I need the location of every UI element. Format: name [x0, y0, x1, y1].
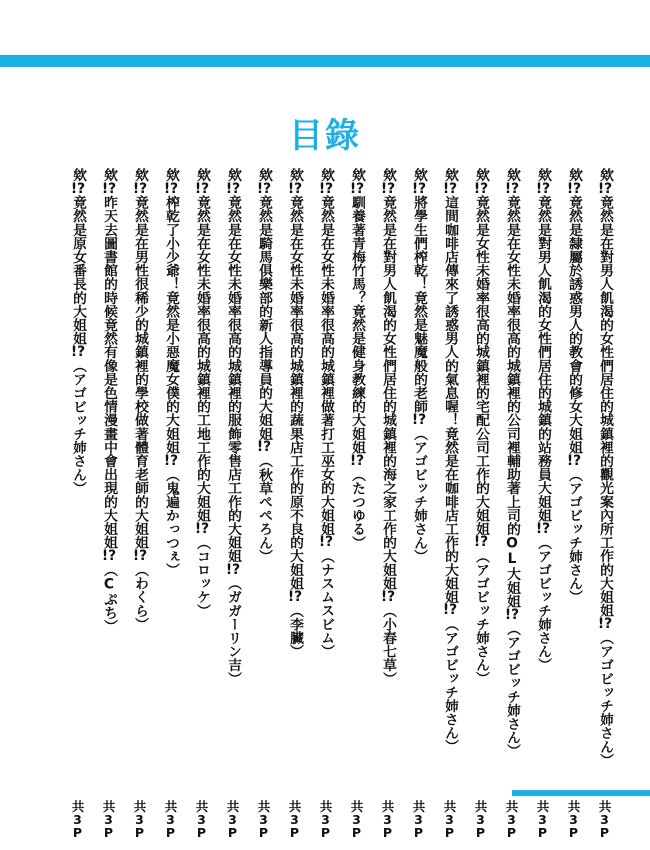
entry-title: 竟然是在女性未婚率很高的城鎮裡的公司裡輔助著上司的OL大姐姐 [504, 195, 520, 608]
page-count-unit: P [225, 825, 240, 840]
entry-title: 馴養著青梅竹馬？竟然是健身教練的大姐姐 [349, 195, 365, 454]
page-count-unit: P [132, 825, 147, 840]
entry-author: （アゴビッチ姉さん） [566, 467, 582, 604]
page-count-number: 3 [290, 812, 299, 825]
entry-title: 竟然是原女番長的大姐姐 [70, 195, 86, 346]
entry-mark: !? [163, 181, 179, 196]
page-count-label: 共 [194, 800, 209, 813]
entry-author: （アゴビッチ姉さん） [535, 535, 551, 672]
entry-mark: !? [380, 181, 396, 196]
entry-prefix: 欸 [473, 168, 489, 182]
toc-entry[interactable] [124, 168, 155, 780]
entry-end-mark: !? [256, 440, 272, 455]
page-count-unit: P [194, 825, 209, 840]
page-count-number: 3 [166, 812, 175, 825]
page-count-number: 3 [73, 812, 82, 825]
entry-author: （わくら） [132, 562, 148, 631]
entry-prefix: 欸 [287, 168, 303, 182]
page-count-unit: P [163, 825, 178, 840]
entry-author: （李臟） [287, 603, 303, 659]
page-count-number: 3 [259, 812, 268, 825]
entry-end-mark: !? [194, 521, 210, 536]
page-count-label: 共 [442, 800, 457, 813]
toc-entry[interactable] [248, 168, 279, 780]
page-count [372, 800, 403, 848]
entry-end-mark: !? [318, 535, 334, 550]
entry-mark: !? [504, 181, 520, 196]
page-count-number: 3 [321, 812, 330, 825]
page-count [310, 800, 341, 848]
page-count-label: 共 [535, 800, 550, 813]
toc-entry[interactable] [93, 168, 124, 780]
entry-title: 竟然是在女性未婚率很高的城鎮裡的蔬果店工作的原不良的大姐姐 [287, 195, 303, 590]
entry-prefix: 欸 [256, 168, 272, 182]
page-count [496, 800, 527, 848]
entry-mark: !? [566, 181, 582, 196]
page-count-label: 共 [256, 800, 271, 813]
toc-entry[interactable] [434, 168, 465, 780]
entry-end-mark: !? [504, 607, 520, 622]
toc-entry[interactable] [372, 168, 403, 780]
toc-entry[interactable] [155, 168, 186, 780]
toc-entry[interactable] [62, 168, 93, 780]
entry-author: （アゴビッチ姉さん） [473, 549, 489, 686]
entry-end-mark: !? [349, 453, 365, 468]
page-count [217, 800, 248, 848]
entry-author: （ナスムスビム） [318, 549, 334, 659]
entry-title: 竟然是對男人飢渴的女性們居住的城鎮的站務員大姐姐 [535, 195, 551, 522]
page-count-unit: P [380, 825, 395, 840]
entry-end-mark: !? [132, 549, 148, 563]
entry-author: （Cぷち） [101, 562, 117, 634]
table-of-contents [48, 168, 620, 780]
page-count [124, 800, 155, 848]
page-title: 目錄 [289, 116, 361, 156]
entry-mark: !? [318, 181, 334, 196]
page-count-unit: P [101, 825, 116, 840]
page-count-label: 共 [132, 800, 147, 813]
entry-title: 榨乾了小少爺！竟然是小惡魔女僕的大姐姐 [163, 195, 179, 454]
entry-author: （ガガーリン吉） [225, 576, 241, 686]
toc-entry[interactable] [310, 168, 341, 780]
entry-prefix: 欸 [163, 168, 179, 182]
page-count-number: 3 [352, 812, 361, 825]
entry-prefix: 欸 [504, 168, 520, 182]
entry-mark: !? [473, 181, 489, 196]
entry-prefix: 欸 [442, 168, 458, 182]
entry-title: 竟然是在女性未婚率很高的城鎮裡的服飾零售店工作的大姐姐 [225, 195, 241, 563]
entry-prefix: 欸 [411, 168, 427, 182]
entry-prefix: 欸 [132, 168, 148, 182]
page-count-number: 3 [569, 812, 578, 825]
entry-prefix: 欸 [101, 168, 117, 182]
entry-author: （鬼遍かっつぇ） [163, 467, 179, 577]
entry-prefix: 欸 [70, 168, 86, 182]
page-count-label: 共 [225, 800, 240, 813]
page-count [248, 800, 279, 848]
entry-title: 將學生們榨乾！竟然是魅魔般的老師 [411, 195, 427, 414]
page-count-unit: P [318, 825, 333, 840]
entry-title: 竟然是在對男人飢渴的女性們居住的城鎮裡的海之家工作的大姐姐 [380, 195, 396, 590]
page-count-label: 共 [318, 800, 333, 813]
toc-entry[interactable] [589, 168, 620, 780]
page-count [527, 800, 558, 848]
page-count-label: 共 [566, 800, 581, 813]
page-count-label: 共 [504, 800, 519, 813]
entry-mark: !? [287, 181, 303, 196]
page-count-unit: P [442, 825, 457, 840]
page-count [434, 800, 465, 848]
entry-mark: !? [597, 181, 613, 196]
entry-author: （アゴビッチ姉さん） [504, 621, 520, 758]
page-count-number: 3 [538, 812, 547, 825]
entry-mark: !? [535, 181, 551, 196]
page-count-row [48, 800, 620, 848]
toc-entry[interactable] [558, 168, 589, 780]
entry-title: 竟然是女性未婚率很高的城鎮裡的宅配公司工作的大姐姐 [473, 195, 489, 536]
page-count-label: 共 [597, 800, 612, 813]
page-count-number: 3 [383, 812, 392, 825]
entry-prefix: 欸 [535, 168, 551, 182]
page-count-number: 3 [197, 812, 206, 825]
entry-end-mark: !? [411, 413, 427, 427]
page-count-label: 共 [163, 800, 178, 813]
entry-end-mark: !? [287, 589, 303, 604]
entry-end-mark: !? [225, 562, 241, 577]
page-count-label: 共 [101, 800, 116, 813]
toc-entry[interactable] [217, 168, 248, 780]
entry-author: （アゴビッチ姉さん） [411, 426, 427, 563]
entry-title: 竟然是隸屬於誘惑男人的教會的修女大姐姐 [566, 195, 582, 454]
entry-end-mark: !? [70, 345, 86, 359]
page-count-unit: P [70, 825, 85, 840]
entry-author: （たつゆる） [349, 467, 365, 550]
entry-prefix: 欸 [380, 168, 396, 182]
entry-end-mark: !? [101, 549, 117, 563]
page-count [93, 800, 124, 848]
page-count [341, 800, 372, 848]
entry-author: （秋草ぺぺろん） [256, 454, 272, 563]
entry-mark: !? [132, 181, 148, 196]
page-count-number: 3 [445, 812, 454, 825]
page-count [465, 800, 496, 848]
top-accent-bar [0, 55, 650, 67]
entry-prefix: 欸 [597, 168, 613, 182]
page-count-label: 共 [70, 800, 85, 813]
page-count [558, 800, 589, 848]
entry-author: （小春七草） [380, 603, 396, 686]
entry-title: 竟然是在對男人飢渴的女性們居住的城鎮裡的觀光案內所工作的大姐姐 [597, 195, 613, 618]
page-count [155, 800, 186, 848]
entry-end-mark: !? [566, 453, 582, 468]
entry-prefix: 欸 [566, 168, 582, 182]
entry-end-mark: !? [597, 617, 613, 631]
page-count-number: 3 [228, 812, 237, 825]
page-count [186, 800, 217, 848]
page-count-unit: P [566, 825, 581, 840]
accent-underline [512, 790, 650, 796]
toc-entry[interactable] [496, 168, 527, 780]
entry-prefix: 欸 [225, 168, 241, 182]
entry-mark: !? [349, 181, 365, 196]
page-count-unit: P [349, 825, 364, 840]
page-count-unit: P [256, 825, 271, 840]
page-count-unit: P [473, 825, 488, 840]
entry-prefix: 欸 [194, 168, 210, 182]
entry-mark: !? [101, 181, 117, 196]
page-count-number: 3 [600, 812, 609, 825]
page-count-label: 共 [287, 800, 302, 813]
page-count-label: 共 [473, 800, 488, 813]
page-count-unit: P [287, 825, 302, 840]
page-count-label: 共 [411, 800, 426, 813]
entry-mark: !? [70, 181, 86, 196]
page-count-number: 3 [476, 812, 485, 825]
entry-prefix: 欸 [349, 168, 365, 182]
toc-entry[interactable] [341, 168, 372, 780]
page-count-label: 共 [380, 800, 395, 813]
entry-end-mark: !? [442, 603, 458, 618]
entry-end-mark: !? [380, 589, 396, 604]
toc-entry[interactable] [186, 168, 217, 780]
page-count-unit: P [597, 825, 612, 840]
entry-author: （アゴビッチ姉さん） [70, 358, 86, 495]
entry-author: （コロッケ） [194, 535, 210, 618]
entry-title: 這間咖啡店傳來了誘惑男人的氣息喔！竟然是在咖啡店工作的大姐姐 [442, 195, 458, 604]
page-count-label: 共 [349, 800, 364, 813]
toc-entry[interactable] [527, 168, 558, 780]
entry-end-mark: !? [473, 535, 489, 550]
entry-end-mark: !? [163, 453, 179, 468]
page-count [62, 800, 93, 848]
page-count-unit: P [504, 825, 519, 840]
toc-entry[interactable] [403, 168, 434, 780]
entry-title: 竟然是騎馬俱樂部的新人指導員的大姐姐 [256, 195, 272, 441]
page-count [589, 800, 620, 848]
entry-mark: !? [411, 181, 427, 196]
entry-prefix: 欸 [318, 168, 334, 182]
entry-author: （アゴビッチ姉さん） [597, 630, 613, 767]
page-count-number: 3 [507, 812, 516, 825]
page-count-number: 3 [104, 812, 113, 825]
entry-mark: !? [442, 181, 458, 196]
entry-mark: !? [256, 181, 272, 196]
page-count [403, 800, 434, 848]
entry-title: 竟然是在女性未婚率很高的城鎮裡做著打工巫女的大姐姐 [318, 195, 334, 536]
entry-mark: !? [225, 181, 241, 196]
entry-title: 竟然是在女性未婚率很高的城鎮裡的工地工作的大姐姐 [194, 195, 210, 522]
toc-entry[interactable] [465, 168, 496, 780]
page-count-unit: P [535, 825, 550, 840]
page-count-unit: P [411, 825, 426, 840]
page-count-number: 3 [414, 812, 423, 825]
entry-title: 竟然是在男性很稀少的城鎮裡的學校做著體育老師的大姐姐 [132, 195, 148, 550]
entry-mark: !? [194, 181, 210, 196]
toc-entry[interactable] [279, 168, 310, 780]
entry-author: （アゴビッチ姉さん） [442, 617, 458, 754]
page-count [279, 800, 310, 848]
entry-title: 昨天去圖書館的時候竟然有像是色情漫畫中會出現的大姐姐 [101, 195, 117, 550]
page-count-number: 3 [135, 812, 144, 825]
entry-end-mark: !? [535, 521, 551, 536]
